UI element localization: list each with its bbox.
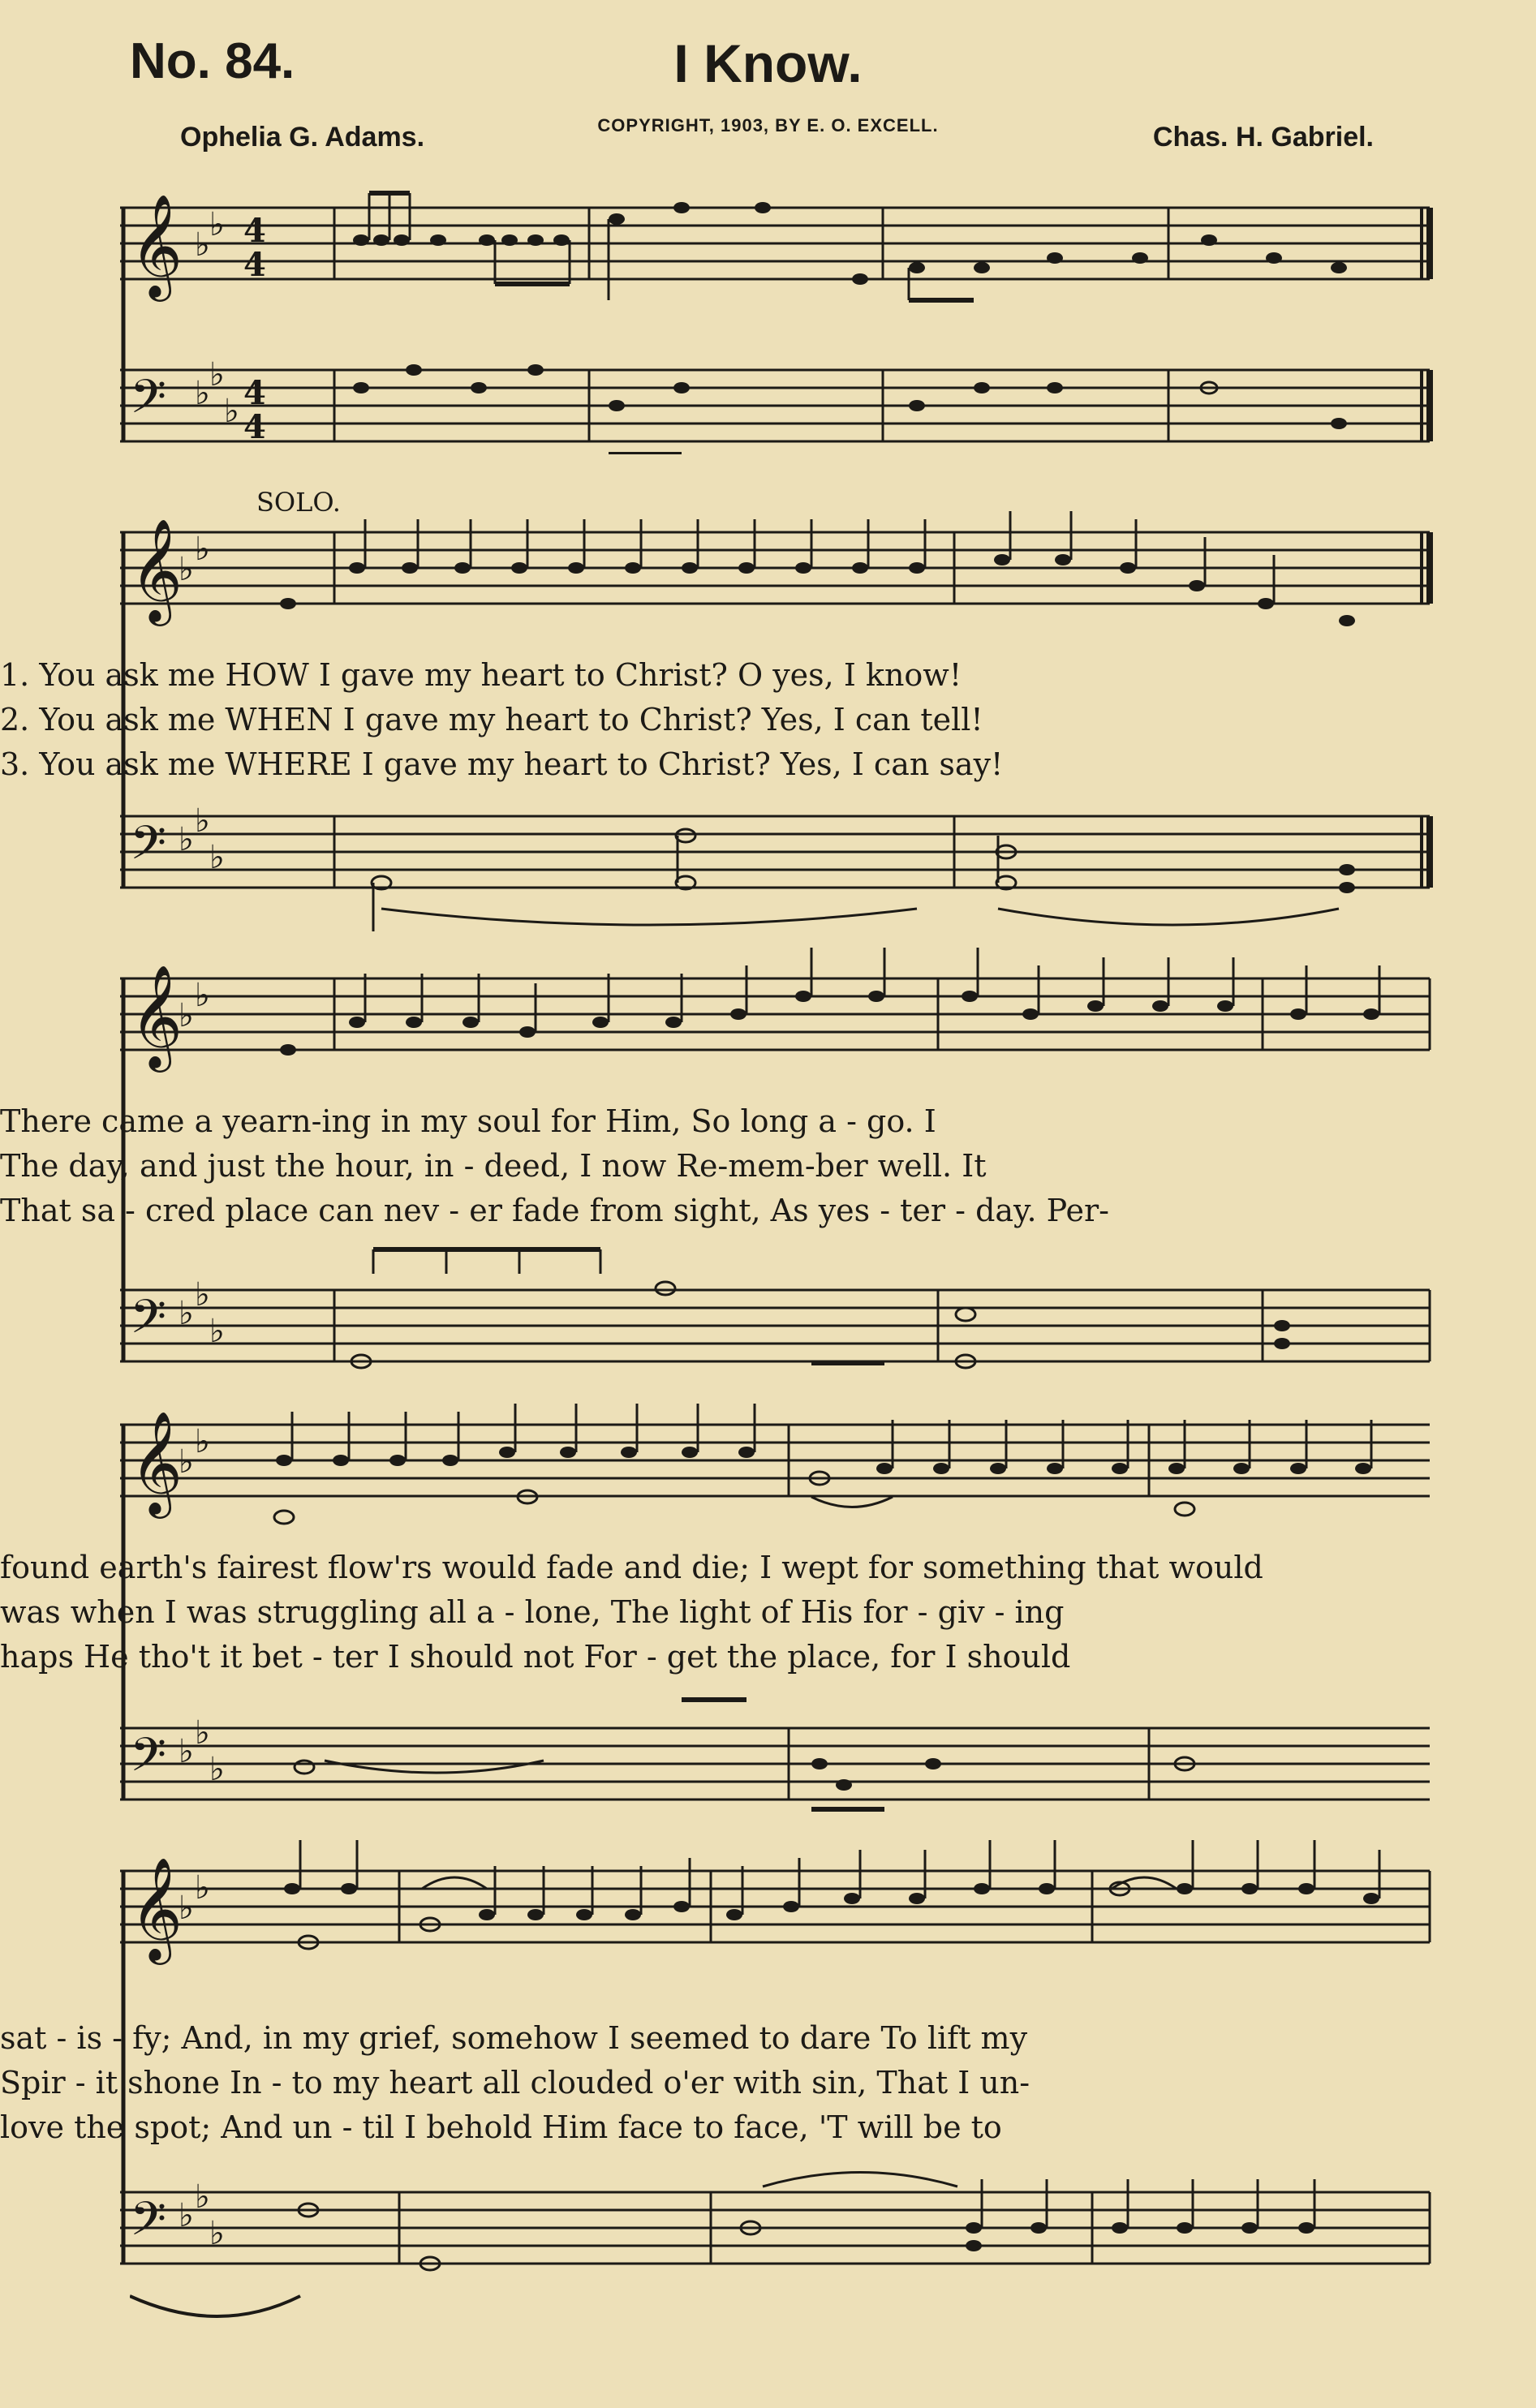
verse-2-line: was when I was struggling all a - lone, The light of His for - giv - ing (0, 1594, 1065, 1630)
verse-1-line: There came a yearn-ing in my soul for Him, So long a - go. I (0, 1103, 936, 1139)
verse-1-line: 1. You ask me HOW I gave my heart to Christ? O yes, I know! (0, 657, 962, 693)
svg-text:𝄞: 𝄞 (130, 1410, 183, 1514)
verse-3-line: love the spot; And un - til I behold Him face to face, 'T will be to (0, 2109, 1002, 2145)
hymn-number: No. 84. (130, 33, 295, 89)
verse-3-line: 3. You ask me WHERE I gave my heart to Christ? Yes, I can say! (0, 746, 1004, 782)
svg-text:♭: ♭ (195, 2178, 210, 2216)
copyright-notice: COPYRIGHT, 1903, BY E. O. EXCELL. (597, 115, 939, 135)
svg-text:♭: ♭ (195, 1276, 210, 1314)
svg-text:♭: ♭ (195, 977, 210, 1014)
svg-text:♭: ♭ (179, 1443, 194, 1481)
svg-text:4: 4 (243, 408, 266, 446)
verse-3-line: That sa - cred place can nev - er fade from sight, As yes - ter - day. Per- (0, 1193, 1109, 1228)
svg-text:♭: ♭ (179, 551, 194, 588)
svg-text:♭: ♭ (209, 356, 225, 393)
verse-2-line: 2. You ask me WHEN I gave my heart to Christ? Yes, I can tell! (0, 702, 983, 737)
svg-text:𝄢: 𝄢 (130, 1289, 167, 1356)
svg-text:♭: ♭ (179, 997, 194, 1034)
svg-text:4: 4 (243, 374, 266, 412)
svg-text:♭: ♭ (224, 393, 239, 430)
music-system-4 (0, 1379, 1536, 1834)
svg-text:♭: ♭ (209, 1313, 225, 1350)
svg-text:♭: ♭ (195, 1423, 210, 1460)
svg-text:♭: ♭ (209, 839, 225, 876)
svg-text:𝄞: 𝄞 (130, 1856, 183, 1960)
svg-text:𝄞: 𝄞 (130, 518, 183, 621)
svg-text:♭: ♭ (209, 2215, 225, 2252)
composer-credit: Chas. H. Gabriel. (1152, 122, 1374, 153)
svg-text:𝄢: 𝄢 (130, 369, 167, 436)
lyricist-credit: Ophelia G. Adams. (180, 122, 425, 153)
svg-text:♭: ♭ (195, 1869, 210, 1907)
svg-text:♭: ♭ (209, 206, 225, 243)
svg-text:4: 4 (243, 212, 266, 250)
verse-2-line: The day, and just the hour, in - deed, I now Re-mem-ber well. It (0, 1148, 987, 1184)
svg-text:♭: ♭ (195, 375, 210, 412)
svg-text:𝄞: 𝄞 (130, 964, 183, 1068)
music-system-3 (0, 933, 1536, 1387)
svg-text:♭: ♭ (179, 1295, 194, 1332)
verse-1-line: sat - is - fy; And, in my grief, somehow I seemed to dare To lift my (0, 2020, 1028, 2056)
music-system-1 (0, 178, 1536, 454)
grand-staff-1 (0, 178, 1536, 454)
svg-text:♭: ♭ (179, 1890, 194, 1927)
svg-text:𝄢: 𝄢 (130, 2191, 167, 2258)
svg-text:♭: ♭ (195, 802, 210, 840)
svg-text:𝄞: 𝄞 (130, 193, 183, 297)
svg-text:𝄢: 𝄢 (130, 815, 167, 882)
solo-label: SOLO. (256, 487, 341, 518)
svg-text:♭: ♭ (179, 2197, 194, 2234)
verse-3-line: haps He tho't it bet - ter I should not For - get the place, for I should (0, 1639, 1071, 1675)
svg-text:♭: ♭ (195, 1714, 210, 1752)
system-brace (130, 2288, 308, 2337)
music-system-5 (0, 1825, 1536, 2312)
svg-text:♭: ♭ (195, 531, 210, 568)
svg-text:4: 4 (243, 246, 266, 284)
svg-text:𝄢: 𝄢 (130, 1727, 167, 1794)
svg-text:♭: ♭ (179, 821, 194, 858)
svg-text:♭: ♭ (179, 1733, 194, 1770)
verse-1-line: found earth's fairest flow'rs would fade and die; I wept for something that would (0, 1550, 1263, 1585)
music-system-2 (0, 487, 1536, 941)
svg-text:♭: ♭ (195, 226, 210, 264)
hymn-header (0, 0, 1536, 178)
hymn-title: I Know. (673, 33, 863, 93)
verse-2-line: Spir - it shone In - to my heart all clouded o'er with sin, That I un- (0, 2065, 1030, 2101)
svg-text:♭: ♭ (209, 1751, 225, 1788)
